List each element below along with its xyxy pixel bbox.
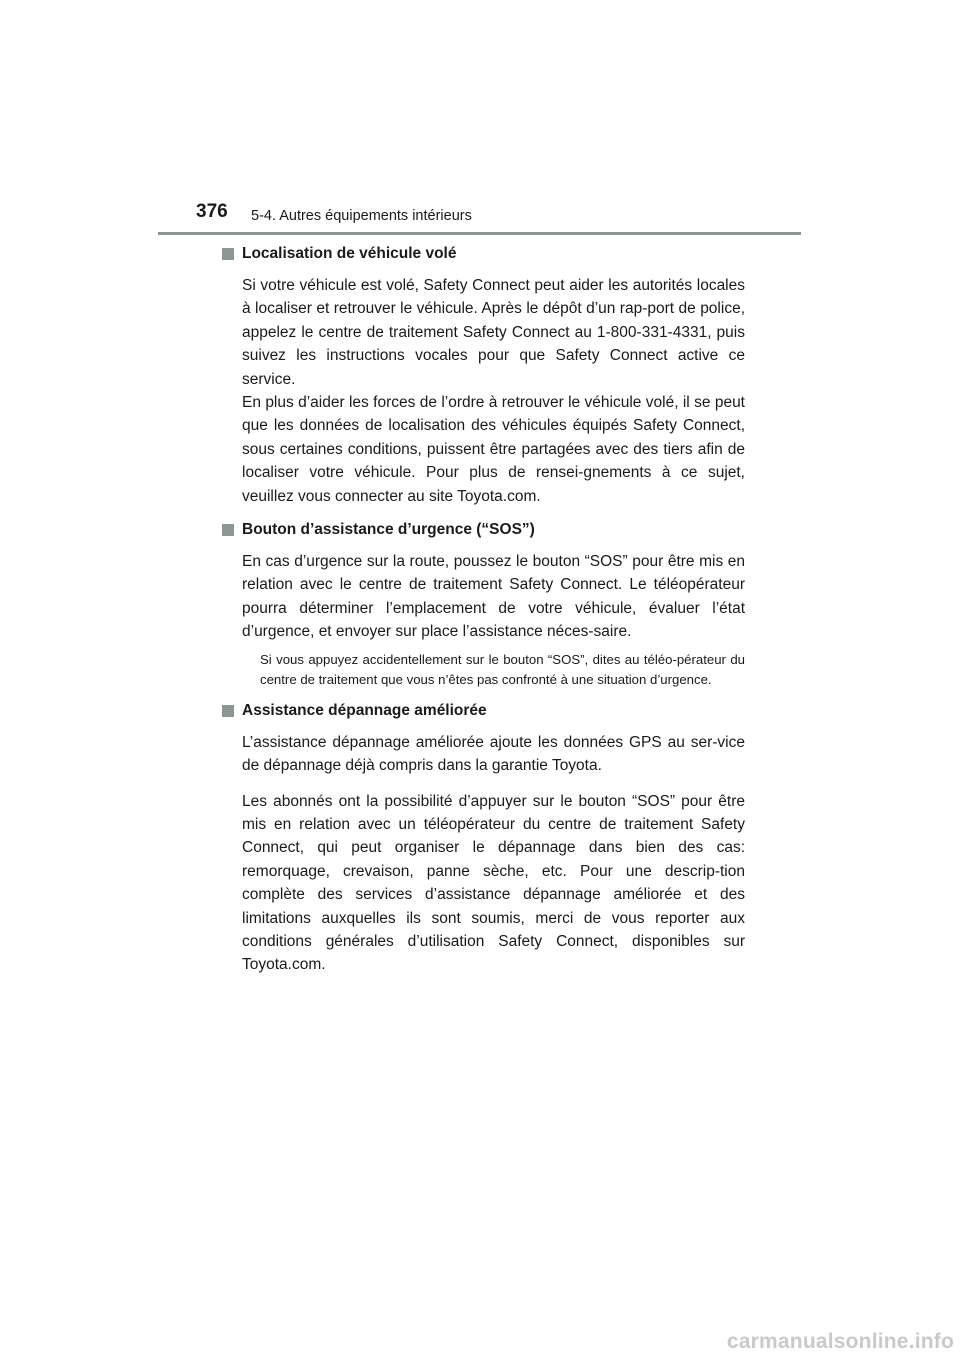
section-stolen-vehicle <box>222 242 745 508</box>
page-number: 376 <box>196 201 228 222</box>
square-bullet-icon <box>222 705 234 717</box>
paragraph: Les abonnés ont la possibilité d’appuyer sur le bouton “SOS” pour être mis en relation avec un téléopérateur du centre de traitement Safety Connect, qui peut organiser le dépannage dans bien des cas: remorquage, crevaison, panne sèche, etc. Pour une descrip-tion complète des services d’assistance dépannage améliorée et des limitations auxquelles ils sont soumis, merci de vous reporter aux conditions générales d’utilisation Safety Connect, disponibles sur Toyota.com. <box>242 792 745 974</box>
paragraph: L’assistance dépannage améliorée ajoute les données GPS au ser-vice de dépannage déjà compris dans la garantie Toyota. <box>242 733 745 775</box>
section-heading <box>222 242 745 266</box>
section-label: 5-4. Autres équipements intérieurs <box>251 208 472 224</box>
header-rule <box>158 232 801 235</box>
section-heading <box>222 518 745 542</box>
page-header <box>0 0 960 240</box>
section-sos-button <box>222 518 745 691</box>
section-title: Bouton d’assistance d’urgence (“SOS”) <box>242 521 535 539</box>
paragraph: En plus d’aider les forces de l’ordre à retrouver le véhicule volé, il se peut que les données de localisation des véhicules équipés Safety Connect, sous certaines conditions, puissent être partagées avec des tiers afin de localiser votre véhicule. Pour plus de rensei-gnements à ce sujet, veuillez vous connecter au site Toyota.com. <box>242 394 745 505</box>
paragraph: En cas d’urgence sur la route, poussez le bouton “SOS” pour être mis en relation avec le centre de traitement Safety Connect. Le téléopérateur pourra déterminer l’emplacement de votre véhicule, évaluer l’état d’urgence, et envoyer sur place l’assistance néces-saire. <box>242 553 745 641</box>
page-content <box>222 242 745 983</box>
section-heading <box>222 699 745 723</box>
section-title: Localisation de véhicule volé <box>242 245 457 262</box>
square-bullet-icon <box>222 248 234 260</box>
square-bullet-icon <box>222 524 234 536</box>
watermark: carmanualsonline.info <box>726 1330 954 1353</box>
paragraph: Si votre véhicule est volé, Safety Connect peut aider les autorités locales à localiser et retrouver le véhicule. Après le dépôt d’un rap-port de police, appelez le centre de traitement Safety Connect au 1-800-331-4331, puis suivez les instructions vocales pour que Safety Connect active ce service. <box>242 277 745 388</box>
section-title: Assistance dépannage améliorée <box>242 701 487 719</box>
note: Si vous appuyez accidentellement sur le bouton “SOS”, dites au téléo-pérateur du centre de traitement que vous n’êtes pas confronté à une situation d’urgence. <box>260 651 745 688</box>
section-roadside-assistance <box>222 699 745 977</box>
